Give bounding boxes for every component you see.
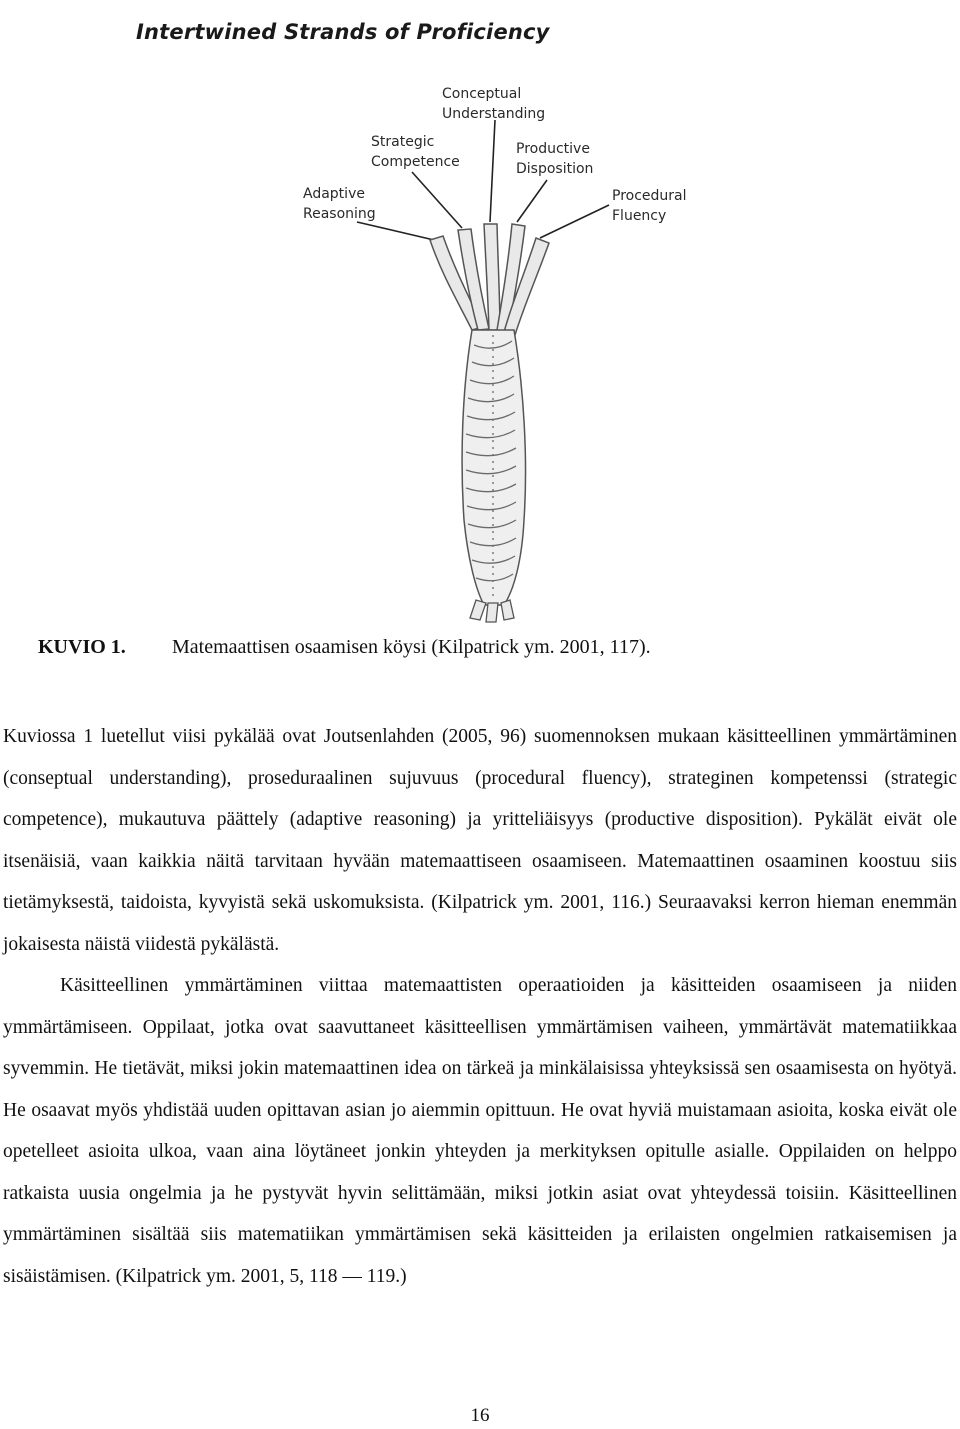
- label-line: Disposition: [516, 161, 594, 177]
- label-line: Reasoning: [303, 206, 376, 222]
- label-line: Fluency: [612, 208, 667, 224]
- braid-body: [462, 330, 525, 622]
- caption-text: Matemaattisen osaamisen köysi (Kilpatrick ym. 2001, 117).: [172, 636, 651, 658]
- paragraph: Käsitteellinen ymmärtäminen viittaa matemaattisten operaatioiden ja käsitteiden osaamiseen ja niiden ymmärtämiseen. Oppilaat, jotka ovat saavuttaneet käsitteellisen ymmärtämisen vaiheen, ymmärtävät matematiikkaa syvemmin. He tietävät, miksi jokin matemaattinen idea on tärkeä ja minkälaisissa yhteyksissä sen osaamisesta on hyötyä. He osaavat myös yhdistää uuden opittavan asian jo aiemmin opittuun. He ovat hyviä muistamaan asioita, koska eivät ole opetelleet asioita ulkoa, vaan aina löytäneet jonkin yhteyden ja merkityksen opitulle asialle. Oppilaiden on helppo ratkaista uusia ongelmia ja he pystyvät hyvin selittämään, miksi jotkin asiat ovat yhteydessä toisiin. Käsitteellinen ymmärtäminen sisältää siis matematiikan ymmärtämisen sekä käsitteiden ja erilaisten ongelmien ratkaisemisen ja sisäistämisen. (Kilpatrick ym. 2001, 5, 118 — 119.): [3, 975, 957, 1287]
- rope-figure: [112, 0, 872, 625]
- label-conceptual-understanding: [442, 84, 545, 124]
- paragraph: Kuviossa 1 luetellut viisi pykälää ovat Joutsenlahden (2005, 96) suomennoksen mukaan käsitteellinen ymmärtäminen (conseptual understanding), proseduraalinen sujuvuus (procedural fluency), strateginen kompetenssi (strategic competence), mukautuva päättely (adaptive reasoning) ja yritteliäisyys (productive disposition). Pykälät eivät ole itsenäisiä, vaan kaikkia näitä tarvitaan hyvään matemaattiseen osaamiseen. Matemaattinen osaaminen koostuu siis tietämyksestä, taidoista, kyvyistä sekä uskomuksista. (Kilpatrick ym. 2001, 116.) Seuraavaksi kerron hieman enemmän jokaisesta näistä viidestä pykälästä.: [3, 726, 957, 955]
- figure-caption: [38, 636, 651, 659]
- label-line: Competence: [371, 154, 460, 170]
- label-strategic-competence: [371, 132, 460, 172]
- caption-number: KUVIO 1.: [38, 636, 126, 658]
- label-procedural-fluency: [612, 186, 687, 226]
- body-text: [3, 716, 957, 1297]
- figure-title: Intertwined Strands of Proficiency: [136, 20, 550, 44]
- label-line: Productive: [516, 141, 590, 157]
- label-line: Procedural: [612, 188, 687, 204]
- label-line: Adaptive: [303, 186, 365, 202]
- label-line: Conceptual: [442, 86, 522, 102]
- page-number: 16: [470, 1405, 490, 1426]
- strand-ends: [430, 224, 549, 335]
- label-adaptive-reasoning: [303, 184, 376, 224]
- label-productive-disposition: [516, 139, 593, 179]
- label-line: Understanding: [442, 106, 546, 122]
- label-line: Strategic: [371, 134, 435, 150]
